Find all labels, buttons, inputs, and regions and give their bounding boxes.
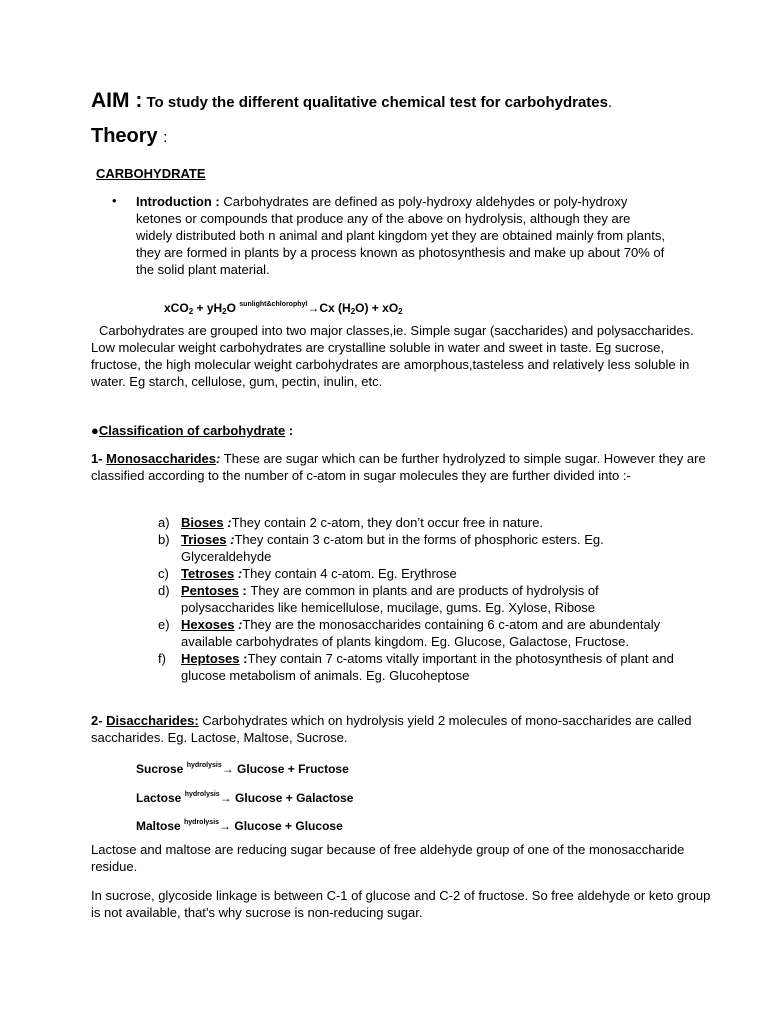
eq-subscript: 2 bbox=[350, 307, 356, 316]
classification-label: Classification of carbohydrate bbox=[98, 423, 286, 438]
list-item-name: Trioses bbox=[181, 532, 227, 547]
list-item-sep: : bbox=[234, 566, 243, 581]
aim-label: AIM : bbox=[91, 89, 143, 112]
eq-reactant: Maltose bbox=[136, 819, 185, 833]
sucrose-paragraph: In sucrose, glycoside linkage is between C-1 of glucose and C-2 of fructose. So free aldehyde or keto group is not available, that’s why sucrose is non-reducing sugar. bbox=[91, 888, 711, 920]
list-item-name: Heptoses bbox=[181, 651, 240, 666]
eq-reactant: Lactose bbox=[136, 791, 185, 805]
aim-period: . bbox=[608, 94, 613, 111]
list-item-name: Pentoses bbox=[181, 583, 239, 598]
list-item-sep: : bbox=[239, 651, 248, 666]
mono-colon: : bbox=[216, 451, 221, 466]
list-item-sep: : bbox=[234, 617, 243, 632]
theory-heading bbox=[91, 125, 168, 147]
list-letter: c) bbox=[158, 566, 169, 581]
theory-colon: : bbox=[163, 129, 168, 146]
classification-bullet: ● bbox=[91, 423, 99, 438]
list-item bbox=[158, 514, 678, 531]
list-item bbox=[158, 582, 678, 616]
photosynthesis-equation bbox=[164, 296, 403, 320]
eq-term: O bbox=[226, 301, 240, 315]
sucrose-hydrolysis-equation bbox=[136, 757, 349, 778]
monosaccharide-list bbox=[158, 514, 678, 684]
eq-products: Glucose + Fructose bbox=[233, 762, 349, 776]
eq-reactant: Sucrose bbox=[136, 762, 187, 776]
list-item-text: They contain 3 c-atom but in the forms of phosphoric esters. Eg. Glyceraldehyde bbox=[181, 532, 604, 564]
list-item-name: Tetroses bbox=[181, 566, 235, 581]
grouping-paragraph: Carbohydrates are grouped into two major classes,ie. Simple sugar (saccharides) and polysaccharides. Low molecular weight carbohydrates are crystalline soluble in water and sweet in taste. Eg sucrose, fructose, the high molecular weight carbohydrates are amorphous,tasteless and relatively less soluble in water. Eg starch, cellulose, gum, pectin, inulin, etc. bbox=[91, 323, 694, 389]
introduction-text: Carbohydrates are defined as poly-hydroxy aldehydes or poly-hydroxy ketones or compounds that produce any of the above on hydrolysis, although they are widely distributed both n animal and plant kingdom yet they are obtained mainly from plants, they are formed in plants by a process known as photosynthesis and make up about 70% of the solid plant material. bbox=[136, 194, 665, 277]
monosaccharides-paragraph bbox=[91, 450, 711, 484]
list-letter: b) bbox=[158, 532, 170, 547]
list-item-sep: : bbox=[226, 532, 235, 547]
eq-arrow: → bbox=[219, 819, 232, 833]
eq-arrow: → bbox=[219, 791, 232, 805]
list-item-text: They are common in plants and are products of hydrolysis of polysaccharides like hemicellulose, mucilage, gums. Eg. Xylose, Ribose bbox=[181, 583, 599, 615]
introduction-paragraph bbox=[136, 193, 666, 278]
eq-term: + yH bbox=[193, 301, 223, 315]
aim-line bbox=[91, 89, 613, 112]
mono-label: Monosaccharides bbox=[106, 451, 216, 466]
list-item-text: They contain 4 c-atom. Eg. Erythrose bbox=[242, 566, 457, 581]
eq-subscript: 2 bbox=[222, 307, 227, 316]
list-item bbox=[158, 616, 678, 650]
eq-term: O) + xO bbox=[355, 301, 399, 315]
introduction-label: Introduction : bbox=[136, 194, 220, 209]
eq-condition: hydrolysis bbox=[184, 791, 220, 798]
eq-condition: hydrolysis bbox=[186, 762, 222, 769]
eq-condition: sunlight&chlorophyl bbox=[239, 301, 308, 308]
list-item-text: They are the monosaccharides containing 6 c-atom and are abundentaly available carbohydrates of plants kingdom. Eg. Glucose, Galactose, Fructose. bbox=[181, 617, 661, 649]
eq-term: Cx (H bbox=[319, 301, 351, 315]
eq-subscript: 2 bbox=[398, 307, 403, 316]
lactose-hydrolysis-equation bbox=[136, 786, 353, 807]
list-letter: f) bbox=[158, 651, 166, 666]
list-item-name: Hexoses bbox=[181, 617, 235, 632]
di-label: Disaccharides: bbox=[106, 713, 199, 728]
list-item-sep: : bbox=[238, 583, 251, 598]
introduction-bullet: • bbox=[112, 193, 117, 208]
eq-arrow: → bbox=[307, 301, 320, 315]
eq-term: xCO bbox=[164, 301, 189, 315]
classification-heading bbox=[91, 422, 293, 439]
list-item-name: Bioses bbox=[181, 515, 224, 530]
eq-subscript: 2 bbox=[188, 307, 194, 316]
eq-products: Glucose + Glucose bbox=[231, 819, 343, 833]
disaccharides-paragraph bbox=[91, 712, 711, 746]
list-item-text: They contain 2 c-atom, they don’t occur free in nature. bbox=[231, 515, 544, 530]
mono-text: These are sugar which can be further hydrolyzed to simple sugar. However they are classified according to the number of c-atom in sugar molecules they are further divided into :- bbox=[91, 451, 706, 483]
list-letter: e) bbox=[158, 617, 170, 632]
list-letter: a) bbox=[158, 515, 170, 530]
mono-number: 1- bbox=[91, 451, 107, 466]
eq-arrow: → bbox=[221, 762, 234, 776]
maltose-hydrolysis-equation bbox=[136, 814, 343, 835]
aim-text: To study the different qualitative chemical test for carbohydrates bbox=[146, 94, 608, 111]
di-text: Carbohydrates which on hydrolysis yield 2 molecules of mono-saccharides are called saccharides. Eg. Lactose, Maltose, Sucrose. bbox=[91, 713, 692, 745]
carbohydrate-heading: CARBOHYDRATE bbox=[96, 166, 206, 181]
reducing-sugar-paragraph: Lactose and maltose are reducing sugar because of free aldehyde group of one of the monosaccharide residue. bbox=[91, 842, 685, 874]
eq-products: Glucose + Galactose bbox=[231, 791, 354, 805]
list-item bbox=[158, 531, 678, 565]
classification-colon: : bbox=[285, 423, 294, 438]
list-item-text: They contain 7 c-atoms vitally important in the photosynthesis of plant and glucose metabolism of animals. Eg. Glucoheptose bbox=[181, 651, 674, 683]
list-item-sep: : bbox=[223, 515, 232, 530]
di-number: 2- bbox=[91, 713, 107, 728]
list-item bbox=[158, 565, 678, 582]
list-letter: d) bbox=[158, 583, 170, 598]
list-item bbox=[158, 650, 678, 684]
eq-condition: hydrolysis bbox=[184, 819, 220, 826]
theory-label: Theory bbox=[91, 125, 158, 147]
